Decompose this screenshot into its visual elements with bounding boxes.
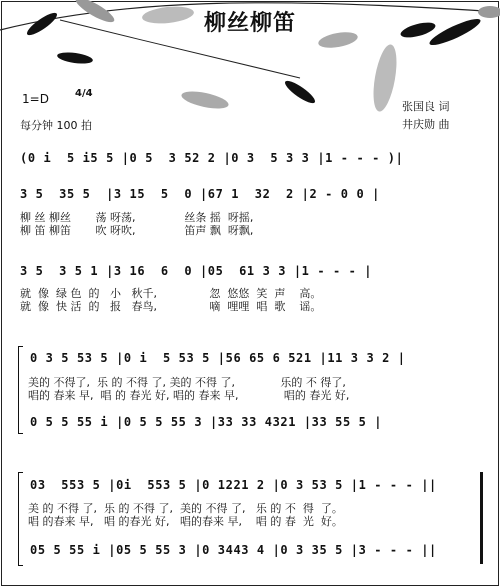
lyric-verse-2: 唱 的春来 早, 唱 的春光 好, 唱的春来 早, 唱 的 春 光 好。 xyxy=(28,515,343,528)
intro-line xyxy=(0,150,500,166)
system-3-bottom-staff xyxy=(0,414,500,430)
key-signature: 1=D xyxy=(22,92,49,106)
leaf-icon xyxy=(369,43,401,113)
lyric-verse-2: 就 像 快 活 的 报 春鸟, 嘀 哩哩 唱 歌 谣。 xyxy=(20,300,322,313)
tempo-marking: 每分钟 100 拍 xyxy=(20,119,92,132)
system-4-bottom-staff xyxy=(0,542,500,558)
lyric-verse-1: 美的 不得了, 乐 的 不得 了, 美的 不得 了, 乐的 不 得了, xyxy=(28,376,346,389)
note-line: 0 3 5 53 5 |0 i 5 53 5 |56 65 6 521 |11 3 3 2 | xyxy=(30,351,406,365)
note-line: 03 553 5 |0i 553 5 |0 1221 2 |0 3 53 5 |1 - - - || xyxy=(30,478,437,492)
system-4-top-staff xyxy=(0,477,500,493)
song-title: 柳丝柳笛 xyxy=(203,11,296,36)
lyric-verse-1: 柳 丝 柳丝 荡 呀荡, 丝条 摇 呀摇, xyxy=(20,211,254,224)
note-line: 3 5 35 5 |3 15 5 0 |67 1 32 2 |2 - 0 0 | xyxy=(20,187,380,201)
system-3-top-staff xyxy=(0,350,500,366)
note-line: 05 5 55 i |05 5 55 3 |0 3443 4 |0 3 35 5 |3 - - - || xyxy=(30,543,437,557)
lyricist-credit: 张国良 词 xyxy=(402,100,450,113)
final-barline xyxy=(480,472,483,564)
time-signature: 4/4 xyxy=(75,88,93,99)
leaf-icon xyxy=(180,88,230,112)
lyric-verse-1: 就 像 绿 色 的 小 秋千, 忽 悠悠 笑 声 高。 xyxy=(20,287,322,300)
melody-line-2 xyxy=(0,263,500,279)
lyric-verse-2: 唱的 春来 早, 唱 的 春光 好, 唱的 春来 早, 唱的 春光 好, xyxy=(28,389,350,402)
composer-credit: 井庆勋 曲 xyxy=(402,118,450,131)
note-line: (0 i 5 i5 5 |0 5 3 52 2 |0 3 5 3 3 |1 - - - )| xyxy=(20,151,404,165)
leaf-icon xyxy=(56,51,93,66)
note-line: 0 5 5 55 i |0 5 5 55 3 |33 33 4321 |33 55 5 | xyxy=(30,415,383,429)
lyric-verse-2: 柳 笛 柳笛 吹 呀吹, 笛声 飘 呀飘, xyxy=(20,224,254,237)
leaf-icon xyxy=(282,78,317,107)
lyric-verse-1: 美 的 不得 了, 乐 的 不得 了, 美的 不得 了, 乐 的 不 得 了。 xyxy=(28,502,343,515)
melody-line-1 xyxy=(0,186,500,202)
note-line: 3 5 3 5 1 |3 16 6 0 |05 61 3 3 |1 - - - | xyxy=(20,264,373,278)
